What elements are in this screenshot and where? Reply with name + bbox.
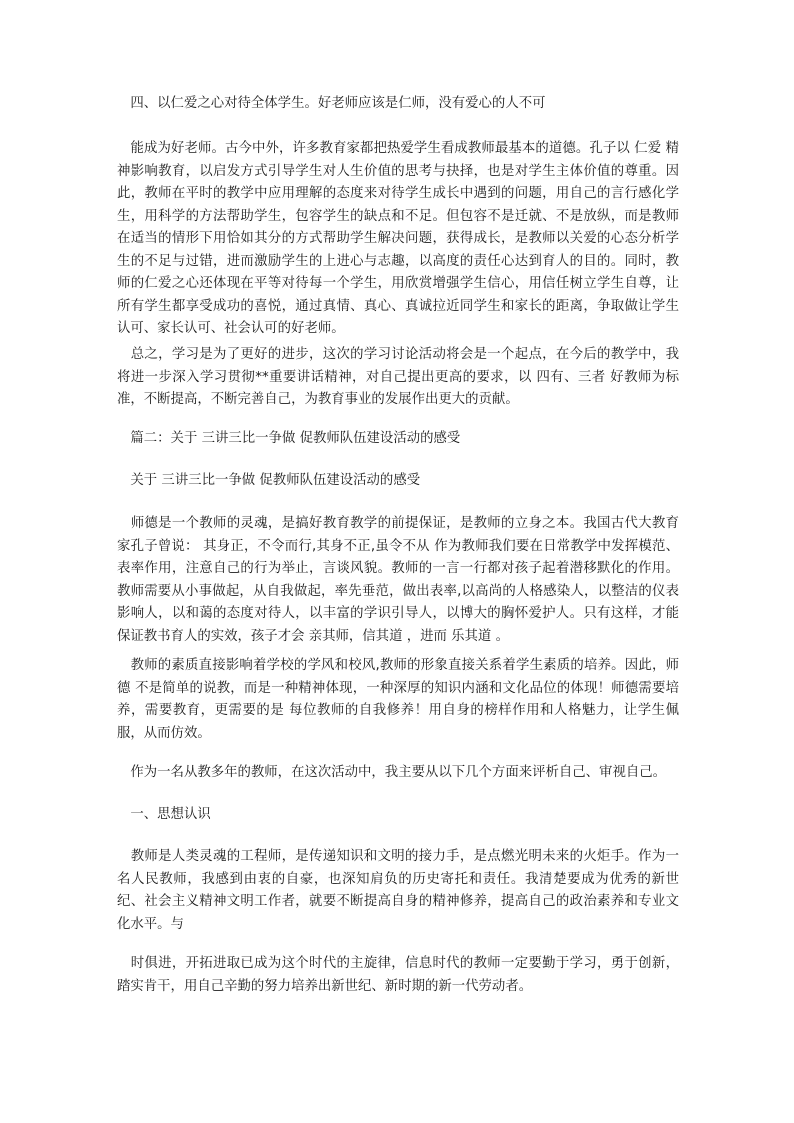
- paragraph-self-review: 作为一名从教多年的教师，在这次活动中，我主要从以下几个方面来评析自己、审视自己。: [117, 765, 667, 780]
- paragraph-teacher-ethics: 师德是一个教师的灵魂，是搞好教育教学的前提保证，是教师的立身之本。我国古代大教育家孔子曾说： 其身正，不令而行,其身不正,虽令不从 作为教师我们要在日常教学中发挥模范、表率作用，注意自己的行为举止，言谈风貌。教师的一言一行都对孩子起着潜移默化的作用。教师需要从小事做起，从自我做起，率先垂范，做出表率,以高尚的人格感染人，以整洁的仪表影响人，以和蔼的态度对待人，以丰富的学识引导人，以博大的胸怀爱护人。只有这样，才能保证教书育人的实效，孩子才会 亲其师，信其道 ，进而 乐其道 。: [117, 516, 679, 644]
- paragraph-teacher-quality: 教师的素质直接影响着学校的学风和校风,教师的形象直接关系着学生素质的培养。因此，师德 不是简单的说教，而是一种精神体现，一种深厚的知识内涵和文化品位的体现！师德需要培养，需要教育，更需要的是 每位教师的自我修养！用自身的榜样作用和人格魅力，让学生佩服，从而仿效。: [117, 658, 679, 741]
- paragraph-heading-ideology: 一、思想认识: [117, 807, 211, 822]
- paragraph-benevolence: 能成为好老师。古今中外，许多教育家都把热爱学生看成教师最基本的道德。孔子以 仁爱 精神影响教育，以启发方式引导学生对人生价值的思考与抉择，也是对学生主体价值的尊重。因此，教师在平时的教学中应用理解的态度来对待学生成长中遇到的问题，用自己的言行感化学生，用科学的方法帮助学生，包容学生的缺点和不足。但包容不是迁就、不是放纵，而是教师在适当的情形下用恰如其分的方式帮助学生解决问题，获得成长，是教师以关爱的心态分析学生的不足与过错，进而激励学生的上进心与志趣，以高度的责任心达到育人的目的。同时，教师的仁爱之心还体现在平等对待每一个学生，用欣赏增强学生信心，用信任树立学生自尊，让所有学生都享受成功的喜悦，通过真情、真心、真诚拉近同学生和家长的距离，争取做让学生认可、家长认可、社会认可的好老师。: [117, 141, 679, 336]
- paragraph-section-four-heading: 四、以仁爱之心对待全体学生。好老师应该是仁师，没有爱心的人不可: [117, 96, 546, 111]
- paragraph-article-two-title: 篇二：关于 三讲三比一争做 促教师队伍建设活动的感受: [117, 431, 461, 446]
- paragraph-summary: 总之，学习是为了更好的进步，这次的学习讨论活动将会是一个起点，在今后的教学中，我将进一步深入学习贯彻**重要讲话精神，对自己提出更高的要求，以 四有、三者 好教师为标准，不断提高，不断完善自己，为教育事业的发展作出更大的贡献。: [117, 347, 679, 407]
- paragraph-keep-pace: 时俱进，开拓进取已成为这个时代的主旋律，信息时代的教师一定要勤于学习，勇于创新，踏实肯干，用自己辛勤的努力培养出新世纪、新时期的新一代劳动者。: [117, 956, 679, 994]
- paragraph-teacher-role: 教师是人类灵魂的工程师，是传递知识和文明的接力手，是点燃光明未来的火炬手。作为一名人民教师，我感到由衷的自豪，也深知肩负的历史寄托和责任。我清楚要成为优秀的新世纪、社会主义精神文明工作者，就要不断提高自身的精神修养，提高自己的政治素养和专业文化水平。与: [117, 849, 679, 932]
- paragraph-subtitle: 关于 三讲三比一争做 促教师队伍建设活动的感受: [117, 473, 421, 488]
